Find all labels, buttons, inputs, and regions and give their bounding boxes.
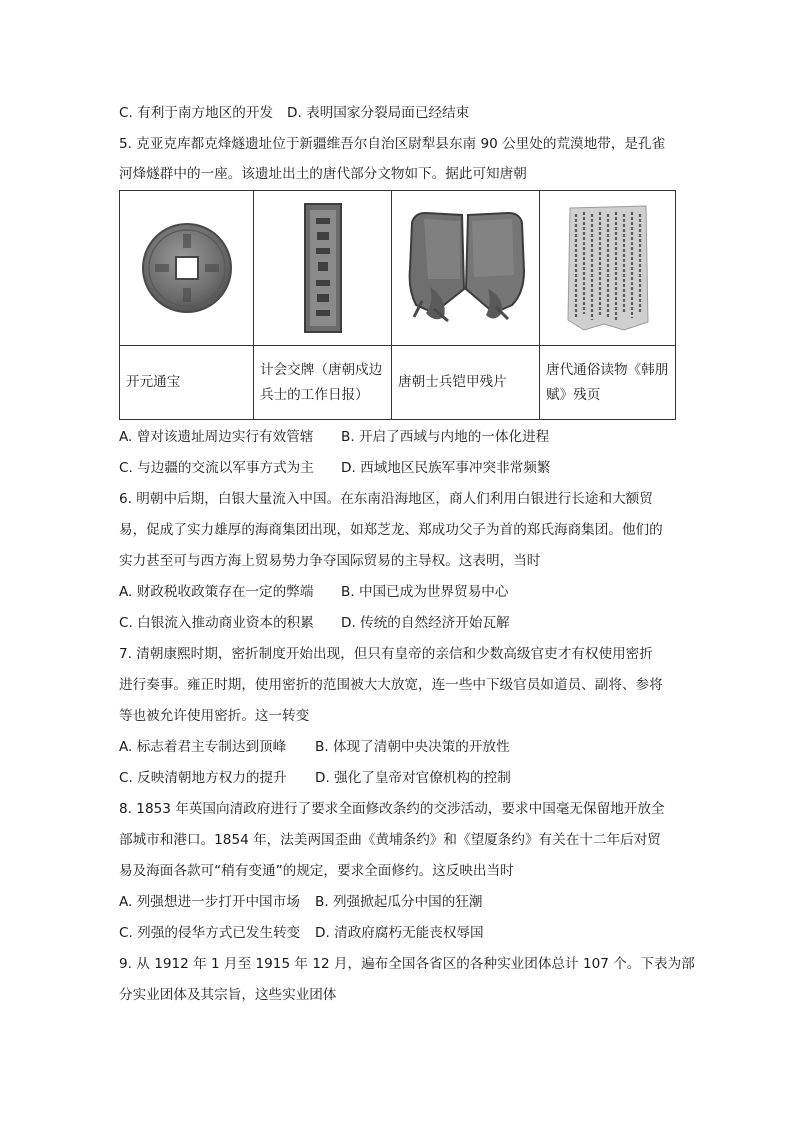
q7-option-c: C. 反映清朝地方权力的提升 [119,770,287,786]
q5-option-b: B. 开启了西域与内地的一体化进程 [341,429,550,445]
q8-stem-line-1: 8. 1853 年英国向清政府进行了要求全面修改条约的交涉活动，要求中国毫无保留地开放全 [119,801,665,817]
armor-fragment-icon [404,209,528,327]
q5-option-c: C. 与边疆的交流以军事方式为主 [119,460,314,476]
q6-option-d: D. 传统的自然经济开始瓦解 [341,615,510,631]
q5-image-cell-armor [392,191,540,346]
q7-stem-line-2: 进行奏事。雍正时期，使用密折的范围被大大放宽，连一些中下级官员如道员、副将、参将 [119,677,663,693]
q8-option-a: A. 列强想进一步打开中国市场 [119,894,300,910]
q4-option-c: C. 有利于南方地区的开发 [119,105,274,121]
q6-option-a: A. 财政税收政策存在一定的弊端 [119,584,314,600]
q8-stem-line-3: 易及海面各款可“稍有变通”的规定，要求全面修约。这反映出当时 [119,863,514,879]
q7-option-a: A. 标志着君主专制达到顶峰 [119,739,287,755]
q5-option-d: D. 西域地区民族军事冲突非常频繁 [341,460,551,476]
q5-stem-line-1: 5. 克亚克库都克烽燧遗址位于新疆维吾尔自治区尉犁县东南 90 公里处的荒漠地带，是孔雀 [119,136,666,152]
q5-caption-manuscript: 唐代通俗读物《韩朋赋》残页 [540,346,676,420]
q5-caption-tally: 计会交牌（唐朝戍边兵士的工作日报） [254,346,392,420]
kaiyuan-coin-icon [139,220,235,316]
q4-option-d: D. 表明国家分裂局面已经结束 [287,105,470,121]
q6-stem-line-1: 6. 明朝中后期，白银大量流入中国。在东南沿海地区，商人们利用白银进行长途和大额贸 [119,491,653,507]
q8-option-c: C. 列强的侵华方式已发生转变 [119,925,301,941]
q6-stem-line-2: 易，促成了实力雄厚的海商集团出现，如郑芝龙、郑成功父子为首的郑氏海商集团。他们的 [119,522,663,538]
q5-artifact-table [119,190,676,420]
q7-option-b: B. 体现了清朝中央决策的开放性 [315,739,510,755]
q5-image-cell-manuscript [540,191,676,346]
q9-stem-line-1: 9. 从 1912 年 1 月至 1915 年 12 月，遍布全国各省区的各种实业团体总计 107 个。下表为部 [119,956,695,972]
manuscript-page-icon [564,202,652,334]
q7-stem-line-1: 7. 清朝康熙时期，密折制度开始出现，但只有皇帝的亲信和少数高级官吏才有权使用密折 [119,646,653,662]
q8-option-b: B. 列强掀起瓜分中国的狂潮 [315,894,483,910]
q5-caption-coin: 开元通宝 [120,346,254,420]
q5-stem-line-2: 河烽燧群中的一座。该遗址出土的唐代部分文物如下。据此可知唐朝 [119,166,527,182]
q5-image-cell-coin [120,191,254,346]
q6-stem-line-3: 实力甚至可与西方海上贸易势力争夺国际贸易的主导权。这表明，当时 [119,553,541,569]
q6-option-c: C. 白银流入推动商业资本的积累 [119,615,314,631]
tally-slip-icon [303,202,343,334]
q8-stem-line-2: 部城市和港口。1854 年，法美两国歪曲《黄埔条约》和《望厦条约》有关在十二年后对贸 [119,832,661,848]
q5-option-a: A. 曾对该遗址周边实行有效管辖 [119,429,314,445]
q8-option-d: D. 清政府腐朽无能丧权辱国 [315,925,484,941]
q9-stem-line-2: 分实业团体及其宗旨，这些实业团体 [119,987,337,1003]
q5-caption-armor: 唐朝士兵铠甲残片 [392,346,540,420]
q7-stem-line-3: 等也被允许使用密折。这一转变 [119,708,310,724]
q5-image-cell-tally [254,191,392,346]
q6-option-b: B. 中国已成为世界贸易中心 [341,584,509,600]
q7-option-d: D. 强化了皇帝对官僚机构的控制 [315,770,511,786]
